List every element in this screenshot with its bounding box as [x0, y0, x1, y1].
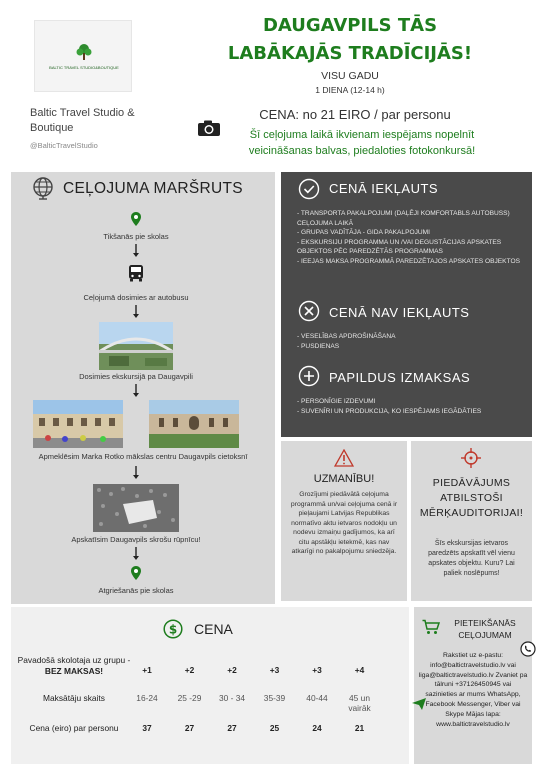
shopping-cart-icon	[422, 619, 440, 635]
included-list	[297, 209, 529, 267]
route-title: CEĻOJUMA MARŠRUTS	[63, 180, 243, 197]
arrow-down-icon	[131, 384, 141, 398]
payer-count-5: 40-44	[306, 693, 328, 703]
brand-handle: @BalticTravelStudio	[30, 141, 98, 150]
extra-seat-5: +3	[312, 665, 322, 675]
logo	[34, 20, 132, 92]
crosshair-icon	[461, 448, 481, 468]
route-step-5: Apskatīsim Daugavpils skrošu rūpnīcu!	[71, 535, 201, 544]
price-table-panel	[11, 607, 409, 764]
globe-icon	[31, 176, 55, 200]
contact-text: Rakstiet uz e-pastu: info@baltictravelstudio.lv vai liga@baltictravelstudio.lv Zvaniet pa tālruni +37126450945 vai sazinieties ar mums WhatsApp, Facebook Messenger, Viber vai Skype Mājas lapa: www.baltictravelstudio.lv	[418, 652, 528, 728]
contact-title: PIETEIKŠANĀS CEĻOJUMAM	[454, 618, 516, 640]
svg-text:$: $	[168, 622, 178, 637]
route-panel	[11, 172, 275, 604]
extra-costs-list	[297, 397, 529, 416]
route-step-2: Ceļojumā dosimies ar autobusu	[83, 293, 189, 302]
dollar-circle-icon	[163, 619, 183, 639]
route-step-1: Tikšanās pie skolas	[103, 232, 169, 241]
not-included-item-2: - PUSDIENAS	[297, 342, 340, 350]
arrow-down-icon	[131, 547, 141, 561]
price-value-1: 37	[142, 723, 152, 733]
price-includes-panel	[281, 172, 532, 437]
included-item-2: - GRUPAS VADĪTĀJA - GIDA PAKALPOJUMI	[297, 229, 430, 237]
photo-contest-note: Šī ceļojuma laikā ikvienam iespējams nopelnīt veicināšanas balvas, piedaloties fotokonkursā!	[248, 129, 476, 157]
payer-count-1: 16-24	[136, 693, 158, 703]
extra-item-1: - PERSONĪGIE IZDEVUMI	[297, 398, 376, 405]
included-item-1: - TRANSPORTA PAKALPOJUMI (DAĻĒJI KOMFORTABLS AUTOBUSS) CEĻOJUMA LAIKĀ	[297, 210, 510, 227]
extra-seat-4: +3	[269, 665, 280, 675]
title-line-2: LABĀKAJĀS TRADĪCIJĀS!	[227, 43, 473, 64]
extra-seat-6: +4	[354, 665, 365, 675]
extra-item-2: - SUVENĪRI UN PRODUKCIJA, KO IESPĒJAMS IEGĀDĀTIES	[297, 407, 482, 415]
x-circle-icon	[298, 300, 320, 322]
teacher-label-text: Pavadošā skolotaja uz grupu -	[17, 655, 131, 665]
arrow-down-icon	[131, 244, 141, 258]
route-step-3: Dosimies ekskursijā pa Daugavpili	[79, 372, 193, 381]
target-title: PIEDĀVĀJUMS ATBILSTOŠI MĒRĶAUDITORIJAI!	[419, 477, 524, 519]
price-value-5: 24	[312, 723, 322, 733]
duration: 1 DIENA (12-14 h)	[315, 85, 385, 95]
price-summary: CENA: no 21 EIRO / par personu	[259, 107, 451, 122]
page-title	[200, 12, 500, 68]
shot-factory-photo	[93, 484, 179, 532]
not-included-item-1: - VESELĪBAS APDROŠINĀŠANA	[297, 333, 396, 340]
plus-circle-icon	[298, 365, 320, 387]
fortress-photo	[149, 400, 239, 448]
title-line-1: DAUGAVPILS TĀS	[262, 15, 438, 36]
route-step-4: Apmeklēsim Marka Rotko mākslas centru Daugavpils cietoksnī	[38, 452, 248, 461]
bus-icon	[127, 264, 145, 282]
warning-icon	[334, 449, 354, 467]
brand-name: Baltic Travel Studio & Boutique	[30, 107, 135, 134]
warning-panel	[281, 441, 407, 601]
teacher-label	[15, 655, 133, 677]
check-circle-icon	[298, 178, 320, 200]
free-label: BEZ MAKSAS!	[44, 666, 104, 676]
whatsapp-icon[interactable]	[520, 641, 536, 657]
payers-label: Maksātāju skaits	[43, 693, 105, 703]
warning-text: Grozījumi piedāvātā ceļojuma programmā un/vai ceļojuma cenā ir pieļaujami Latvijas Republikas normatīvo aktu ietvaros nodokļu un nodevu izmaiņu gadījumos, ka arī citu apstākļu ietekmē, kas nav atkarīgi no pakalpojumu sniedzēja.	[290, 491, 398, 555]
payer-count-4: 35-39	[263, 693, 286, 703]
extra-seat-1: +1	[142, 665, 152, 675]
payer-count-6: 45 un vairāk	[348, 693, 371, 713]
extra-costs-title: PAPILDUS IZMAKSAS	[329, 370, 471, 385]
target-audience-panel	[411, 441, 532, 601]
not-included-title: CENĀ NAV IEKĻAUTS	[329, 305, 470, 320]
price-value-3: 27	[227, 723, 237, 733]
target-text: Šīs ekskursijas ietvaros paredzēts apskatīt vēl vienu apskates objektu. Kuru? Lai paliek noslēpums!	[428, 540, 515, 577]
send-icon[interactable]	[412, 698, 426, 710]
included-item-3: - EKSKURSIJU PROGRAMMA UN /VAI DEGUSTĀCIJAS APSKATES OBJEKTOS PĒC PAREDZĒTĀS PROGRAMMAS	[297, 238, 502, 256]
camera-icon	[197, 120, 221, 136]
price-value-6: 21	[354, 723, 365, 733]
extra-seat-3: +2	[227, 665, 237, 675]
price-value-2: 27	[184, 723, 195, 733]
contact-panel	[414, 607, 532, 764]
arrow-down-icon	[131, 466, 141, 480]
price-title: CENA	[194, 621, 233, 637]
daugavpils-bridge-photo	[99, 322, 173, 370]
price-value-4: 25	[269, 723, 280, 733]
included-title: CENĀ IEKĻAUTS	[329, 181, 439, 196]
included-item-4: - IEEJAS MAKSA PROGRAMMĀ PAREDZĒTAJOS APSKATES OBJEKTOS	[297, 257, 521, 265]
payer-count-2: 25 -29	[177, 693, 202, 703]
map-pin-icon	[131, 566, 141, 580]
price-per-person-label: Cena (eiro) par personu	[29, 723, 119, 733]
map-pin-icon	[131, 212, 141, 226]
logo-text: BALTIC TRAVEL STUDIO&BOUTIQUE	[49, 65, 119, 70]
rothko-center-photo	[33, 400, 123, 448]
warning-title: UZMANĪBU!	[313, 473, 375, 485]
tree-icon	[75, 43, 93, 61]
payer-count-3: 30 - 34	[218, 693, 246, 703]
schedule: VISU GADU	[321, 70, 379, 82]
not-included-list	[297, 332, 529, 351]
arrow-down-icon	[131, 305, 141, 319]
extra-seat-2: +2	[184, 665, 195, 675]
route-step-6: Atgriešanās pie skolas	[98, 586, 174, 595]
